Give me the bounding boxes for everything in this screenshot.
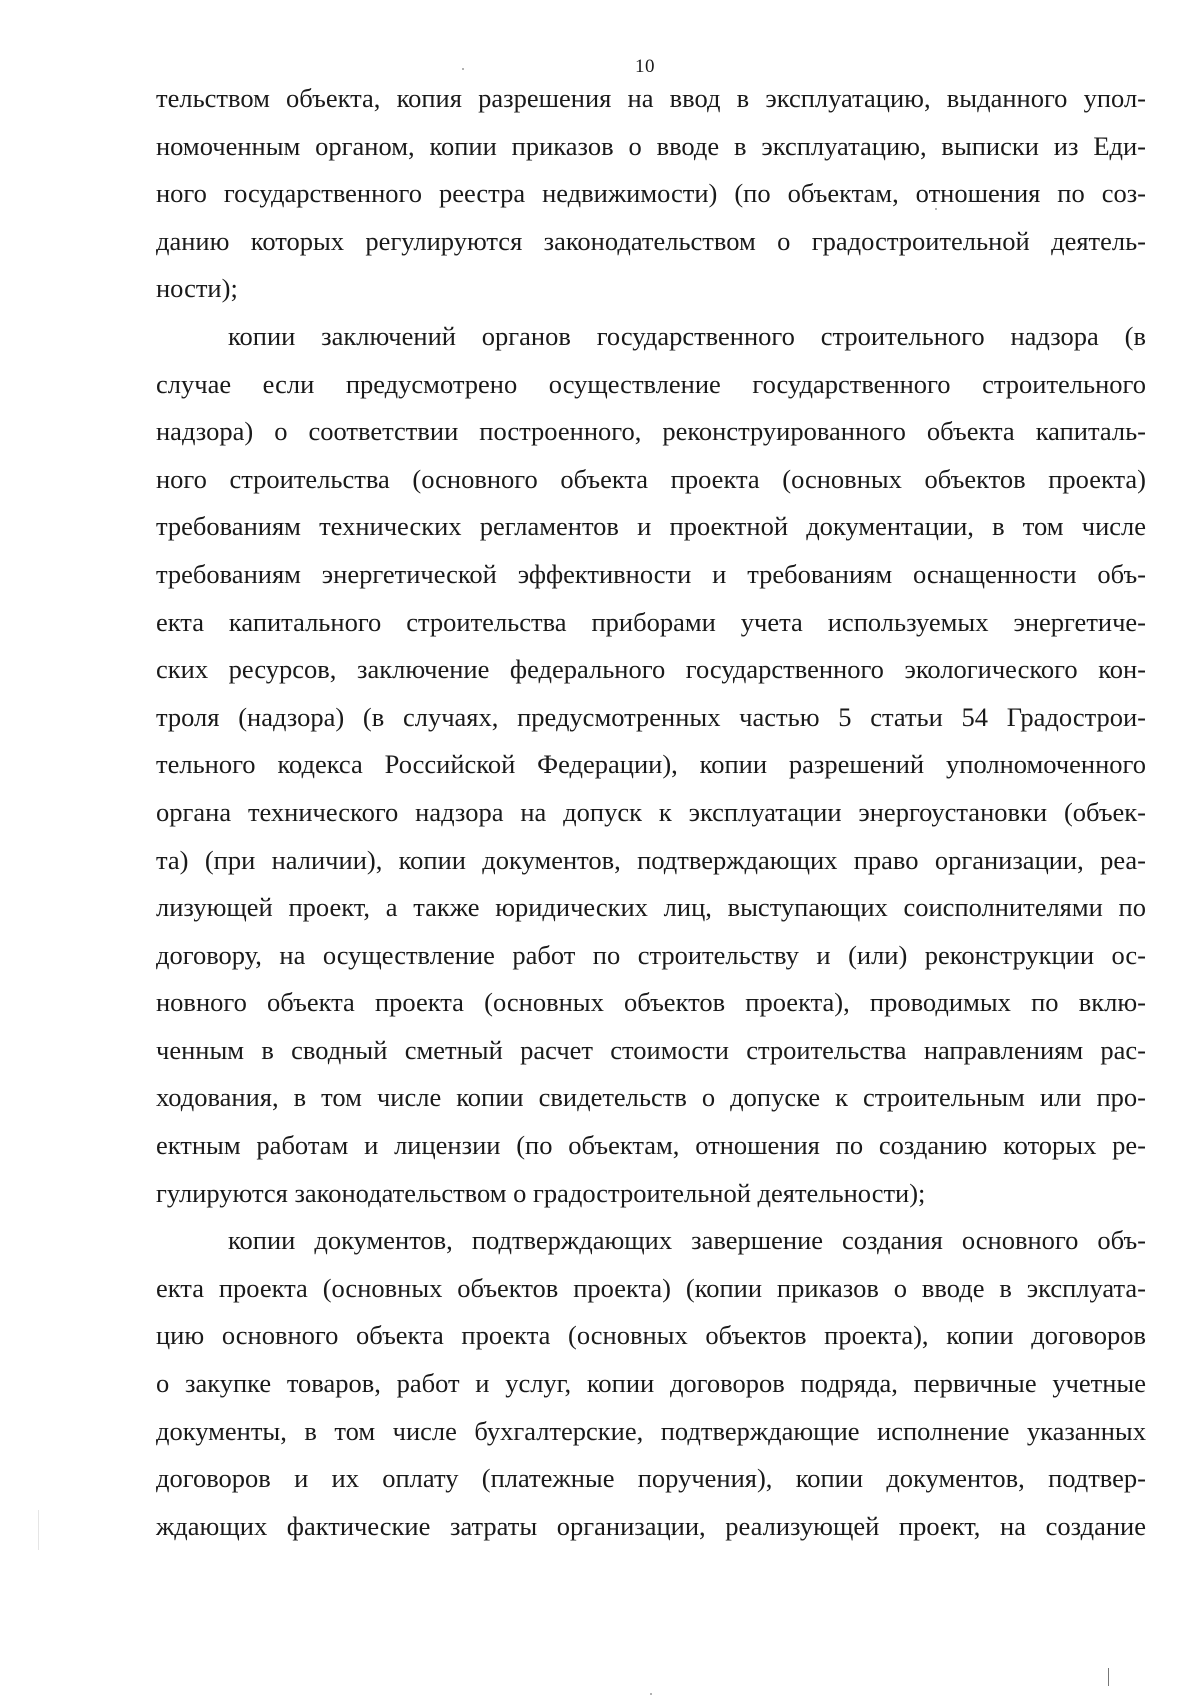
text-line: ченным в сводный сметный расчет стоимости строительства направлениям рас- [156,1034,1146,1065]
scan-speck [462,68,464,70]
paragraph-1 [156,75,1146,313]
text-line: случае если предусмотрено осуществление государственного строительного [156,368,1146,399]
text-line: договоров и их оплату (платежные поручения), копии документов, подтвер- [156,1463,1146,1494]
text-line: екта капитального строительства приборами учета используемых энергетиче- [156,606,1146,637]
text-line: лизующей проект, а также юридических лиц, выступающих соисполнителями по [156,892,1146,923]
paragraph-2 [156,313,1146,1217]
scan-speck [935,208,937,210]
text-line: ного государственного реестра недвижимости) (по объектам, отношения по соз- [156,178,1146,209]
text-line: новного объекта проекта (основных объектов проекта), проводимых по вклю- [156,987,1146,1018]
text-line: ного строительства (основного объекта проекта (основных объектов проекта) [156,463,1146,494]
scan-artifact-left [38,1510,39,1550]
text-line: данию которых регулируются законодательством о градостроительной деятель- [156,225,1146,256]
text-line: тельного кодекса Российской Федерации), копии разрешений уполномоченного [156,749,1146,780]
text-line: ности); [156,273,238,304]
text-line: ских ресурсов, заключение федерального государственного экологического кон- [156,654,1146,685]
paragraph-3 [156,1217,1146,1550]
text-line: требованиям энергетической эффективности и требованиям оснащенности объ- [156,558,1146,589]
document-body [156,75,1146,1550]
text-line: документы, в том числе бухгалтерские, подтверждающие исполнение указанных [156,1415,1146,1446]
text-line-indented: копии заключений органов государственного строительного надзора (в [228,320,1146,351]
text-line: екта проекта (основных объектов проекта) (копии приказов о вводе в эксплуата- [156,1272,1146,1303]
text-line: троля (надзора) (в случаях, предусмотренных частью 5 статьи 54 Градострои- [156,701,1146,732]
text-line: ходования, в том числе копии свидетельств о допуске к строительным или про- [156,1082,1146,1113]
text-line: о закупке товаров, работ и услуг, копии договоров подряда, первичные учетные [156,1368,1146,1399]
page-number: 10 [635,56,655,77]
text-line: ектным работам и лицензии (по объектам, отношения по созданию которых ре- [156,1130,1146,1161]
text-line: номоченным органом, копии приказов о вводе в эксплуатацию, выписки из Еди- [156,130,1146,161]
text-line: органа технического надзора на допуск к эксплуатации энергоустановки (объек- [156,796,1146,827]
text-line: та) (при наличии), копии документов, подтверждающих право организации, реа- [156,844,1146,875]
scan-speck [650,1693,652,1695]
text-line-indented: копии документов, подтверждающих завершение создания основного объ- [228,1225,1146,1256]
scan-artifact-bottom [1108,1668,1109,1686]
text-line: ждающих фактические затраты организации, реализующей проект, на создание [156,1510,1146,1541]
text-line: гулируются законодательством о градостроительной деятельности); [156,1177,926,1208]
text-line: требованиям технических регламентов и проектной документации, в том числе [156,511,1146,542]
text-line: договору, на осуществление работ по строительству и (или) реконструкции ос- [156,939,1146,970]
text-line: надзора) о соответствии построенного, реконструированного объекта капиталь- [156,416,1146,447]
text-line: цию основного объекта проекта (основных объектов проекта), копии договоров [156,1320,1146,1351]
text-line: тельством объекта, копия разрешения на ввод в эксплуатацию, выданного упол- [156,83,1146,113]
